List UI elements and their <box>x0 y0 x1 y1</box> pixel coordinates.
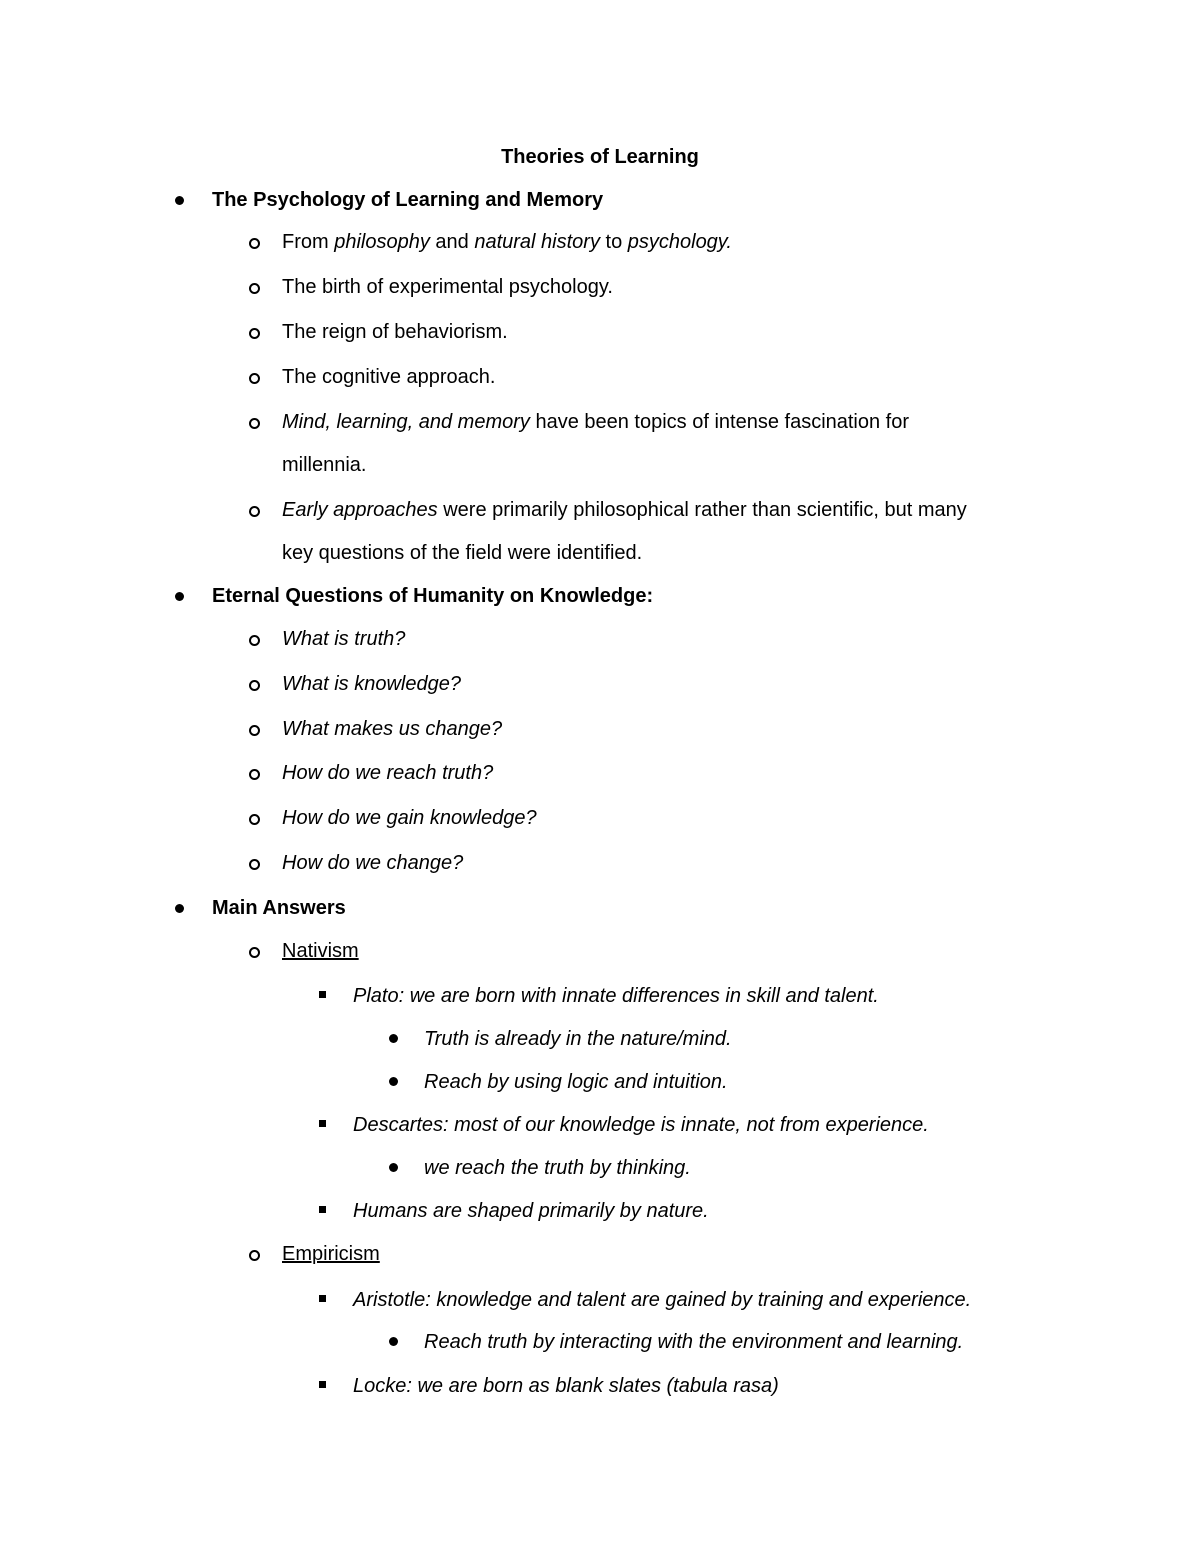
section-heading: The Psychology of Learning and Memory <box>212 189 604 211</box>
bullet-icon <box>389 1163 398 1172</box>
square-bullet-icon <box>319 1381 326 1388</box>
square-bullet-icon <box>319 1206 326 1213</box>
question-item: What is knowledge? <box>282 673 461 695</box>
bullet-icon <box>175 904 184 913</box>
circle-bullet-icon <box>249 373 260 384</box>
circle-bullet-icon <box>249 769 260 780</box>
bullet-icon <box>389 1337 398 1346</box>
list-item: Descartes: most of our knowledge is innate, not from experience. <box>353 1114 929 1136</box>
circle-bullet-icon <box>249 328 260 339</box>
square-bullet-icon <box>319 991 326 998</box>
question-item: How do we gain knowledge? <box>282 807 537 829</box>
circle-bullet-icon <box>249 418 260 429</box>
list-item: Mind, learning, and memory have been topics of intense fascination for <box>282 411 910 433</box>
subheading-empiricism: Empiricism <box>282 1243 380 1265</box>
list-item: From philosophy and natural history to psychology. <box>282 231 732 253</box>
question-item: What is truth? <box>282 628 406 650</box>
bullet-icon <box>175 196 184 205</box>
question-item: How do we change? <box>282 852 464 874</box>
section-heading: Main Answers <box>212 897 346 919</box>
document-title: Theories of Learning <box>501 146 699 168</box>
square-bullet-icon <box>319 1295 326 1302</box>
subheading-nativism: Nativism <box>282 940 359 962</box>
list-item: Humans are shaped primarily by nature. <box>353 1200 709 1222</box>
list-item: Reach truth by interacting with the environment and learning. <box>424 1331 964 1353</box>
circle-bullet-icon <box>249 947 260 958</box>
list-item: we reach the truth by thinking. <box>424 1157 691 1179</box>
circle-bullet-icon <box>249 635 260 646</box>
circle-bullet-icon <box>249 725 260 736</box>
list-item-continuation: key questions of the field were identified. <box>282 542 643 564</box>
list-item: The cognitive approach. <box>282 366 496 388</box>
list-item: Plato: we are born with innate differences in skill and talent. <box>353 985 879 1007</box>
section-heading: Eternal Questions of Humanity on Knowledge: <box>212 585 654 607</box>
circle-bullet-icon <box>249 506 260 517</box>
bullet-icon <box>175 592 184 601</box>
list-item: Truth is already in the nature/mind. <box>424 1028 732 1050</box>
circle-bullet-icon <box>249 1250 260 1261</box>
list-item: The birth of experimental psychology. <box>282 276 613 298</box>
circle-bullet-icon <box>249 859 260 870</box>
square-bullet-icon <box>319 1120 326 1127</box>
bullet-icon <box>389 1034 398 1043</box>
circle-bullet-icon <box>249 283 260 294</box>
circle-bullet-icon <box>249 814 260 825</box>
question-item: How do we reach truth? <box>282 762 494 784</box>
bullet-icon <box>389 1077 398 1086</box>
list-item: Early approaches were primarily philosophical rather than scientific, but many <box>282 499 967 521</box>
circle-bullet-icon <box>249 680 260 691</box>
list-item: Locke: we are born as blank slates (tabula rasa) <box>353 1375 779 1397</box>
list-item-continuation: millennia. <box>282 454 367 476</box>
list-item: Aristotle: knowledge and talent are gained by training and experience. <box>353 1289 972 1311</box>
list-item: The reign of behaviorism. <box>282 321 508 343</box>
circle-bullet-icon <box>249 238 260 249</box>
question-item: What makes us change? <box>282 718 503 740</box>
list-item: Reach by using logic and intuition. <box>424 1071 728 1093</box>
